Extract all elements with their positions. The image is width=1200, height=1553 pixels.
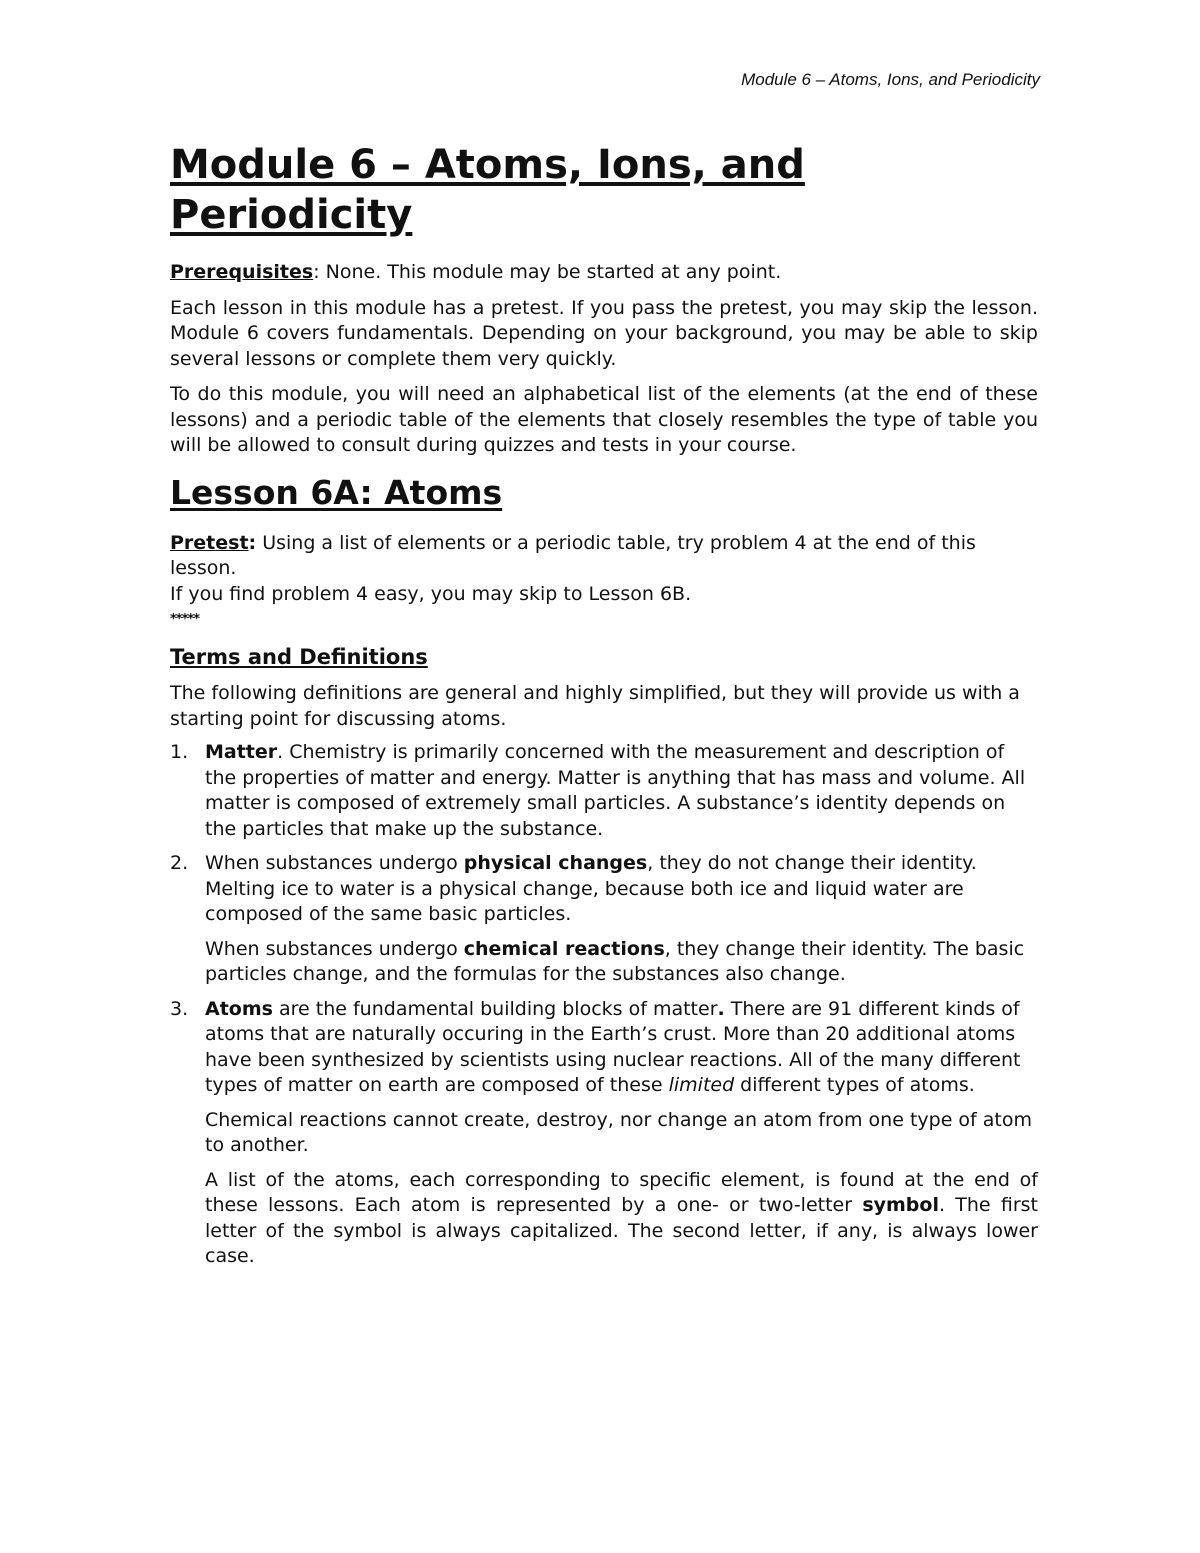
- term-text: . The first letter of the symbol is always capitalized. The second letter, if any, is always lower case.: [205, 1194, 1038, 1267]
- pretest-text: Using a list of elements or a periodic table, try problem 4 at the end of this lesson.: [170, 531, 976, 579]
- list-number: 3.: [170, 997, 189, 1020]
- term-subparagraph: [205, 1168, 1038, 1270]
- term-text: . Chemistry is primarily concerned with the measurement and description of the properties of matter and energy. Matter is anything that has mass and volume. All matter is composed of extremely small particles. A substance’s identity depends on the particles that make up the substance.: [205, 741, 1026, 840]
- term-italic-limited: limited: [668, 1074, 735, 1096]
- lesson-title: Lesson 6A: Atoms: [170, 472, 503, 512]
- pretest-paragraph: [170, 531, 1038, 582]
- skip-paragraph: If you find problem 4 easy, you may skip to Lesson 6B.: [170, 582, 692, 605]
- list-number: 2.: [170, 852, 189, 874]
- term-period: .: [717, 997, 725, 1020]
- term-subparagraph: [205, 937, 1038, 988]
- prerequisites-label: Prerequisites: [170, 261, 314, 283]
- term-paragraph: [205, 997, 1038, 1099]
- intro-paragraph: Each lesson in this module has a pretest. If you pass the pretest, you may skip the lesson. Module 6 covers fundamentals. Depending on your background, you may be able to skip several lessons or complete them very quickly.: [170, 296, 1038, 370]
- pretest-label: Pretest: [170, 531, 249, 554]
- term-text-3: different types of atoms.: [734, 1074, 975, 1096]
- term-paragraph: [205, 851, 1038, 928]
- term-paragraph: [205, 740, 1038, 842]
- module-title: Module 6 – Atoms, Ions, and Periodicity: [170, 142, 805, 238]
- term-text: , they change their identity. The basic particles change, and the formulas for the substances also change.: [205, 937, 1025, 985]
- term-atoms: Atoms: [205, 997, 273, 1020]
- term-symbol: symbol: [862, 1194, 939, 1216]
- list-item: [170, 997, 1038, 1270]
- prerequisites-paragraph: [170, 260, 1038, 286]
- prerequisites-text: : None. This module may be started at any point.: [313, 261, 782, 283]
- term-pre: When substances undergo: [205, 937, 464, 960]
- term-chemical-reactions: chemical reactions: [463, 937, 665, 960]
- term-text: are the fundamental building blocks of matter: [272, 997, 718, 1020]
- term-physical-changes: physical changes: [463, 852, 648, 874]
- term-pre: When substances undergo: [205, 852, 464, 874]
- terms-list: [170, 740, 1038, 1270]
- section-separator: *****: [170, 612, 199, 627]
- terms-heading: Terms and Definitions: [170, 645, 428, 669]
- term-subparagraph: Chemical reactions cannot create, destroy, nor change an atom from one type of atom to another.: [205, 1108, 1033, 1156]
- term-text-2: There are 91 different kinds of atoms that are naturally occuring in the Earth’s crust. More than 20 additional atoms have been synthesized by scientists using nuclear reactions. All of the many different types of matter on earth are composed of these: [205, 997, 1021, 1096]
- term-pre: A list of the atoms, each corresponding to specific element, is found at the end of these lessons. Each atom is represented by a one- or two-letter: [205, 1168, 1038, 1216]
- list-item: [170, 740, 1038, 842]
- terms-intro: The following definitions are general and highly simplified, but they will provide us with a starting point for discussing atoms.: [170, 682, 1020, 730]
- page-content: [170, 140, 1038, 1279]
- list-item: [170, 851, 1038, 988]
- running-header: Module 6 – Atoms, Ions, and Periodicity: [741, 70, 1040, 89]
- term-text: , they do not change their identity. Melting ice to water is a physical change, because both ice and liquid water are composed of the same basic particles.: [205, 852, 977, 925]
- todo-paragraph: To do this module, you will need an alphabetical list of the elements (at the end of these lessons) and a periodic table of the elements that closely resembles the type of table you will be allowed to consult during quizzes and tests in your course.: [170, 383, 1038, 456]
- term-matter: Matter: [205, 741, 278, 763]
- pretest-colon: :: [248, 531, 257, 554]
- list-number: 1.: [170, 741, 189, 763]
